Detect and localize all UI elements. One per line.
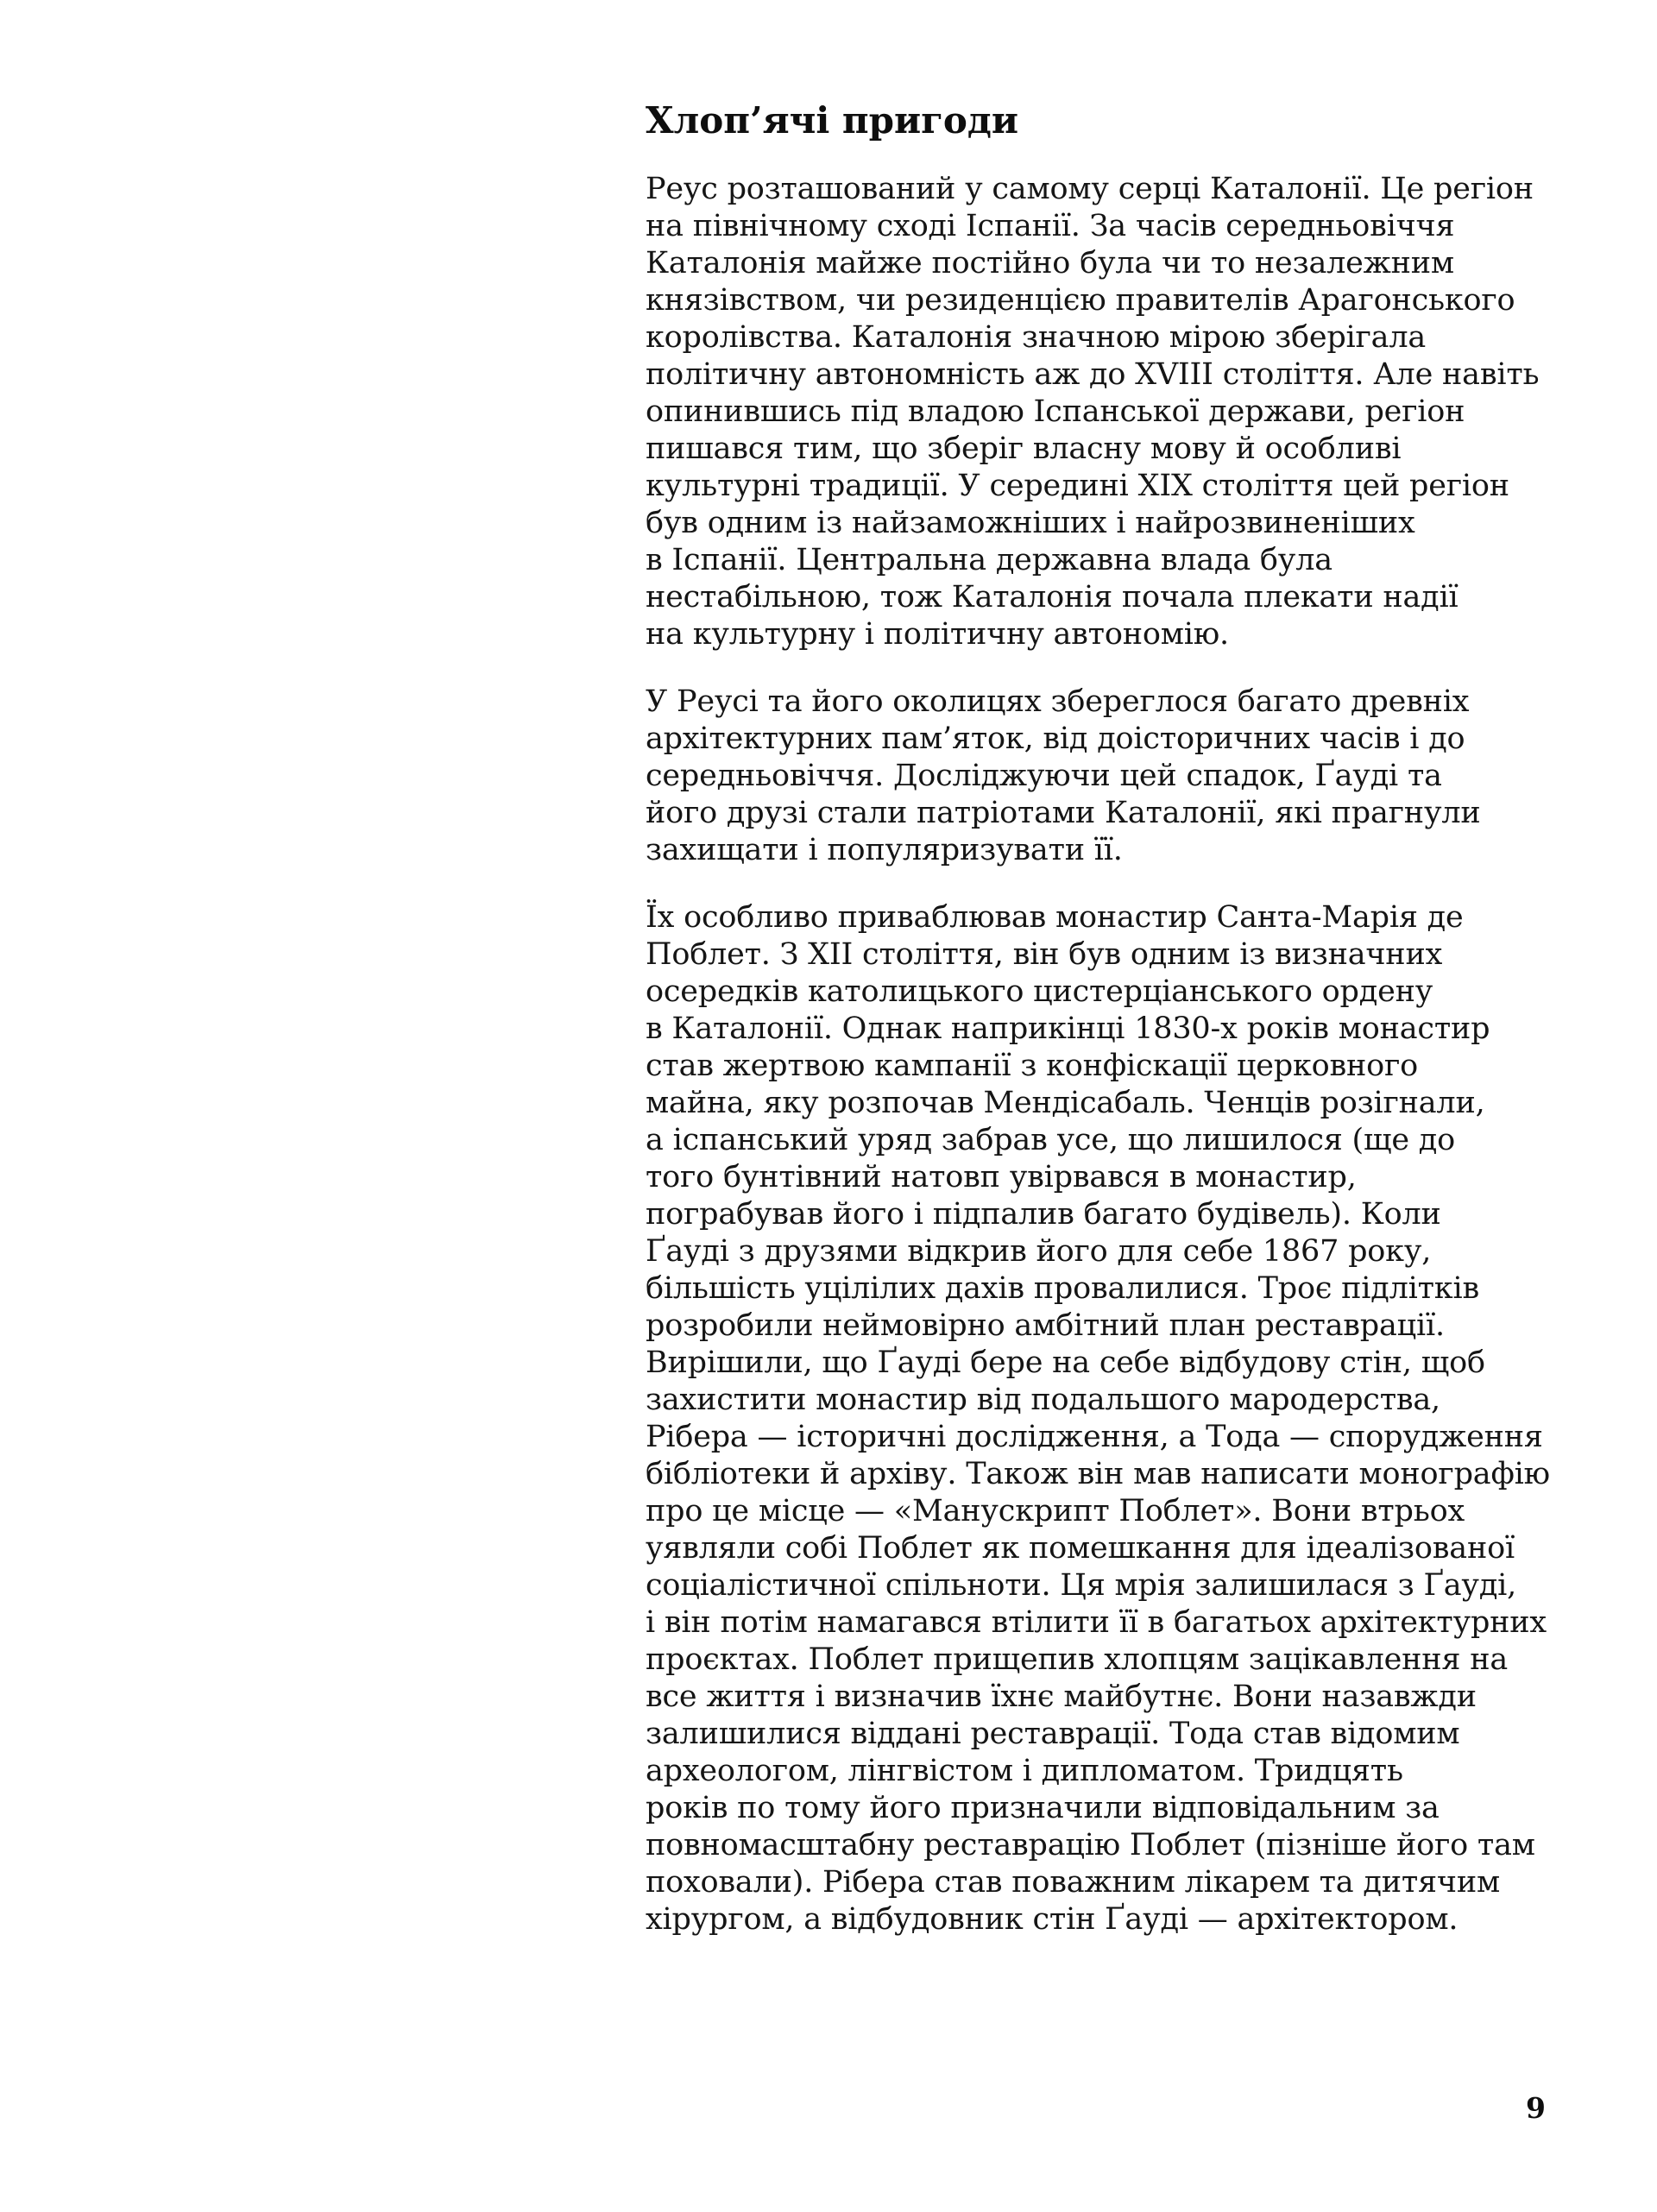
text-line: археологом, лінгвістом і дипломатом. Тридцять: [646, 1754, 1403, 1788]
text-line: Рібера — історичні дослідження, а Тода — спорудження: [646, 1420, 1543, 1454]
text-line: залишилися віддані реставрації. Тода став відомим: [646, 1717, 1460, 1751]
text-line: розробили неймовірно амбітний план реставрації.: [646, 1308, 1445, 1343]
text-line: був одним із найзаможніших і найрозвиненіших: [646, 506, 1415, 540]
text-line: соціалістичної спільноти. Ця мрія залишилася з Ґауді,: [646, 1568, 1517, 1603]
text-line: про це місце — «Манускрипт Поблет». Вони втрьох: [646, 1494, 1465, 1528]
text-line: Ґауді з друзями відкрив його для себе 1867 року,: [646, 1234, 1432, 1269]
text-line: Їх особливо приваблював монастир Санта-Марія де: [646, 900, 1464, 935]
text-line: У Реусі та його околицях збереглося багато древніх: [646, 684, 1470, 719]
text-line: все життя і визначив їхнє майбутнє. Вони назавжди: [646, 1679, 1477, 1714]
text-line: на культурну і політичну автономію.: [646, 617, 1229, 652]
text-line: став жертвою кампанії з конфіскації церковного: [646, 1049, 1419, 1083]
paragraph-1: [646, 171, 1569, 653]
text-line: більшість уцілілих дахів провалилися. Троє підлітків: [646, 1271, 1479, 1306]
text-line: того бунтівний натовп увірвався в монастир,: [646, 1160, 1357, 1194]
text-line: поховали). Рібера став поважним лікарем та дитячим: [646, 1865, 1501, 1900]
text-line: Каталонія майже постійно була чи то незалежним: [646, 246, 1454, 280]
paragraph-2: [646, 684, 1569, 869]
text-line: опинившись під владою Іспанської держави, регіон: [646, 394, 1465, 429]
text-line: захистити монастир від подальшого мародерства,: [646, 1383, 1440, 1417]
text-line: князівством, чи резиденцією правителів Арагонського: [646, 283, 1515, 318]
text-line: на північному сході Іспанії. За часів середньовіччя: [646, 209, 1455, 243]
text-line: середньовіччя. Досліджуючи цей спадок, Ґауді та: [646, 759, 1442, 793]
section-heading: Хлоп’ячі пригоди: [646, 99, 1019, 142]
text-line: уявляли собі Поблет як помешкання для ідеалізованої: [646, 1531, 1515, 1566]
text-line: осередків католицького цистерціанського ордену: [646, 974, 1433, 1009]
text-line: проєктах. Поблет прищепив хлопцям зацікавлення на: [646, 1642, 1509, 1677]
text-line: політичну автономність аж до XVIII століття. Але навіть: [646, 357, 1540, 392]
text-line: років по тому його призначили відповідальним за: [646, 1791, 1440, 1825]
text-line: а іспанський уряд забрав усе, що лишилося (ще до: [646, 1123, 1455, 1157]
text-line: його друзі стали патріотами Каталонії, які прагнули: [646, 796, 1481, 830]
text-line: в Іспанії. Центральна державна влада була: [646, 543, 1333, 577]
text-line: нестабільною, тож Каталонія почала плекати надії: [646, 580, 1459, 614]
text-line: культурні традиції. У середині XIX століття цей регіон: [646, 469, 1509, 503]
text-line: захищати і популяризувати її.: [646, 833, 1123, 867]
paragraph-3: [646, 899, 1569, 1938]
text-line: Поблет. З XII століття, він був одним із визначних: [646, 937, 1443, 972]
text-line: Реус розташований у самому серці Каталонії. Це регіон: [646, 172, 1534, 206]
text-line: хірургом, а відбудовник стін Ґауді — архітектором.: [646, 1902, 1459, 1937]
text-line: повномасштабну реставрацію Поблет (пізніше його там: [646, 1828, 1535, 1862]
text-column: [646, 99, 1569, 1938]
text-line: бібліотеки й архіву. Також він мав написати монографію: [646, 1457, 1550, 1491]
text-line: пишався тим, що зберіг власну мову й особливі: [646, 432, 1402, 466]
text-line: Вирішили, що Ґауді бере на себе відбудову стін, щоб: [646, 1345, 1485, 1380]
text-line: майна, яку розпочав Мендісабаль. Ченців розігнали,: [646, 1086, 1485, 1120]
text-line: пограбував його і підпалив багато будівель). Коли: [646, 1197, 1441, 1232]
text-line: архітектурних пам’яток, від доісторичних часів і до: [646, 722, 1465, 756]
text-line: і він потім намагався втілити її в багатьох архітектурних: [646, 1605, 1547, 1640]
page-number: 9: [1526, 2091, 1546, 2125]
text-line: королівства. Каталонія значною мірою зберігала: [646, 320, 1427, 355]
text-line: в Каталонії. Однак наприкінці 1830-х років монастир: [646, 1011, 1490, 1046]
